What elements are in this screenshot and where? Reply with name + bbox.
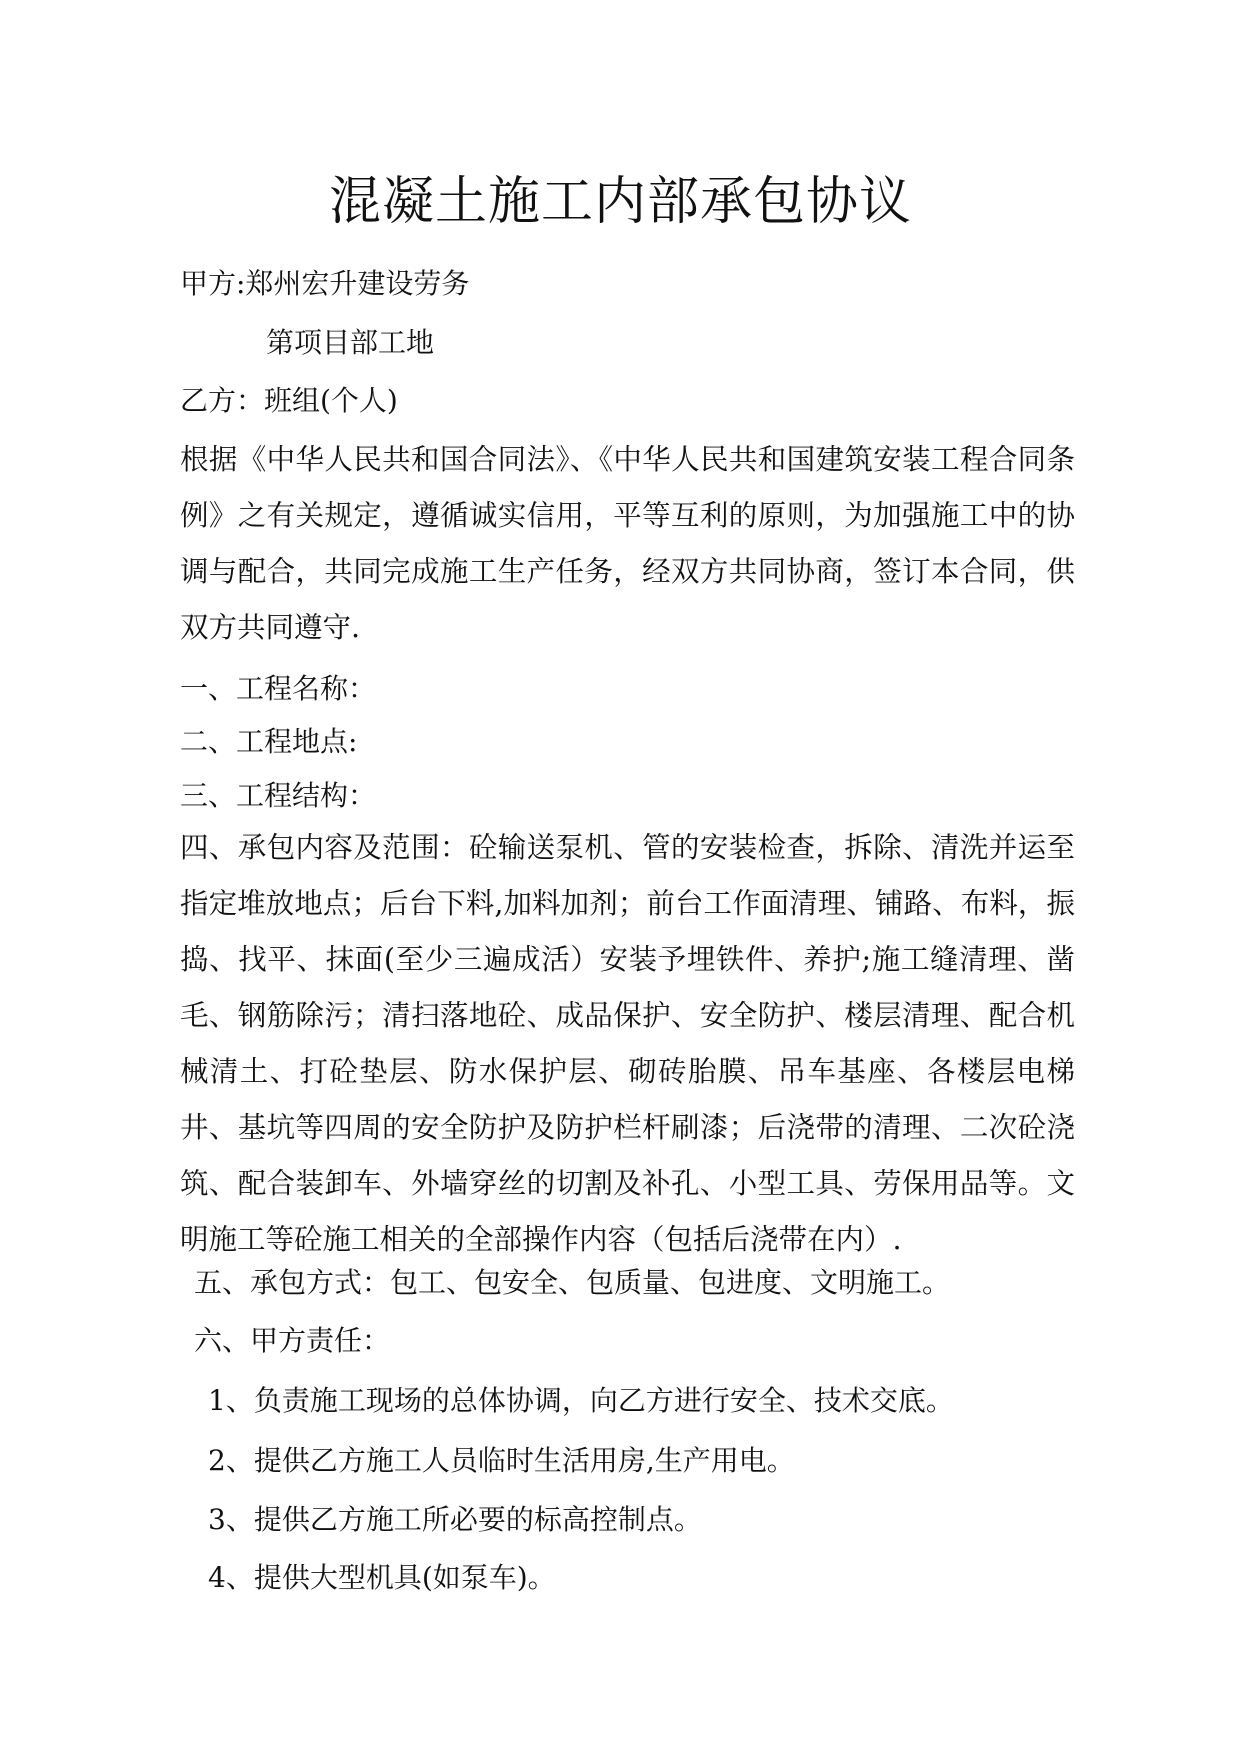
preamble-paragraph: 根据《中华人民共和国合同法》、《中华人民共和国建筑安装工程合同条例》之有关规定，遵循诚实信用，平等互利的原则，为加强施工中的协调与配合，共同完成施工生产任务，经双方共同协商，签订本合同，供双方共同遵守. bbox=[180, 443, 1075, 644]
clause-project-name: 一、工程名称： bbox=[180, 672, 377, 705]
party-a-duty-item: 3、提供乙方施工所必要的标高控制点。 bbox=[208, 1503, 702, 1536]
party-a-duty-item: 1、负责施工现场的总体协调，向乙方进行安全、技术交底。 bbox=[208, 1384, 954, 1417]
party-a-duty-item: 2、提供乙方施工人员临时生活用房,生产用电。 bbox=[208, 1444, 795, 1477]
party-a-line: 甲方:郑州宏升建设劳务 bbox=[180, 267, 470, 300]
clause-party-a-duties: 六、甲方责任： bbox=[194, 1324, 391, 1357]
document-title: 混凝土施工内部承包协议 bbox=[328, 172, 912, 232]
clause-contract-scope: 四、承包内容及范围：砼输送泵机、管的安装检查，拆除、清洗并运至指定堆放地点；后台下料,加料加剂；前台工作面清理、铺路、布料，振捣、找平、抹面(至少三遍成活）安装予埋铁件、养护;施工缝清理、凿毛、钢筋除污；清扫落地砼、成品保护、安全防护、楼层清理、配合机械清土、打砼垫层、防水保护层、砌砖胎膜、吊车基座、各楼层电梯井、基坑等四周的安全防护及防护栏杆刷漆；后浇带的清理、二次砼浇筑、配合装卸车、外墙穿丝的切割及补孔、小型工具、劳保用品等。文明施工等砼施工相关的全部操作内容（包括后浇带在内）. bbox=[180, 831, 1075, 1256]
clause-contract-method: 五、承包方式：包工、包安全、包质量、包进度、文明施工。 bbox=[194, 1266, 951, 1299]
party-a-site-line: 第项目部工地 bbox=[266, 326, 435, 359]
clause-project-location: 二、工程地点: bbox=[180, 725, 358, 758]
party-a-duty-item: 4、提供大型机具(如泵车)。 bbox=[208, 1561, 556, 1594]
clause-project-structure: 三、工程结构： bbox=[180, 779, 377, 812]
party-b-line: 乙方：班组(个人) bbox=[180, 384, 398, 417]
